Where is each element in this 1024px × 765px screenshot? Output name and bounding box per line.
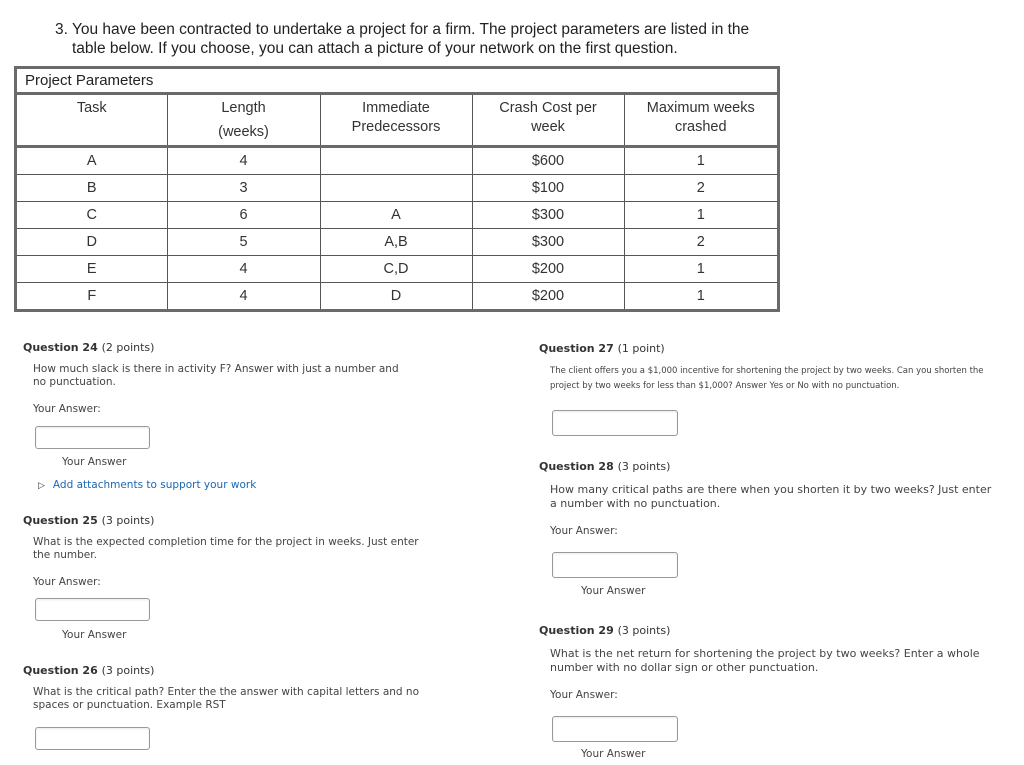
cell-task: C bbox=[17, 202, 167, 229]
question-24-answer-label: Your Answer: bbox=[33, 403, 101, 415]
question-24 bbox=[23, 341, 463, 415]
cell-task: D bbox=[17, 229, 167, 256]
question-25-text: What is the expected completion time for the project in weeks. Just enter the number. bbox=[33, 536, 419, 561]
cell-max-weeks: 2 bbox=[624, 175, 777, 202]
intro-line-2: table below. If you choose, you can attach a picture of your network on the first question. bbox=[72, 40, 678, 57]
cell-predecessors: D bbox=[320, 283, 472, 310]
question-29-answer-caption: Your Answer bbox=[581, 748, 646, 760]
table-row bbox=[17, 229, 777, 256]
question-27-heading: Question 27 (1 point) bbox=[539, 342, 665, 355]
question-28-answer-caption: Your Answer bbox=[581, 585, 646, 597]
question-28-text: How many critical paths are there when you shorten it by two weeks? Just enter a number with no punctuation. bbox=[550, 483, 992, 510]
question-25-answer-caption: Your Answer bbox=[62, 629, 127, 641]
table-row bbox=[17, 256, 777, 283]
question-28-answer-label: Your Answer: bbox=[550, 525, 618, 537]
add-attachments-link[interactable]: ▷ Add attachments to support your work bbox=[38, 479, 257, 491]
cell-task: B bbox=[17, 175, 167, 202]
table-row bbox=[17, 202, 777, 229]
question-26-heading: Question 26 (3 points) bbox=[23, 664, 155, 677]
question-27 bbox=[539, 342, 989, 394]
header-max-weeks: Maximum weeks crashed bbox=[624, 95, 777, 147]
cell-crash-cost: $600 bbox=[472, 147, 624, 175]
parameters-grid bbox=[17, 95, 777, 309]
intro-line-1: 3. You have been contracted to undertake a project for a firm. The project parameters are listed in the bbox=[55, 21, 750, 38]
cell-task: A bbox=[17, 147, 167, 175]
question-28-answer-input[interactable] bbox=[552, 552, 678, 578]
table-row bbox=[17, 175, 777, 202]
question-intro bbox=[55, 20, 815, 58]
cell-predecessors: C,D bbox=[320, 256, 472, 283]
question-24-answer-caption: Your Answer bbox=[62, 456, 127, 468]
question-26-answer-input[interactable] bbox=[35, 727, 150, 750]
cell-predecessors bbox=[320, 175, 472, 202]
cell-length: 4 bbox=[167, 283, 320, 310]
question-25-answer-label: Your Answer: bbox=[33, 576, 101, 588]
question-29-heading: Question 29 (3 points) bbox=[539, 624, 671, 637]
cell-max-weeks: 1 bbox=[624, 147, 777, 175]
question-24-heading: Question 24 (2 points) bbox=[23, 341, 155, 354]
cell-predecessors: A,B bbox=[320, 229, 472, 256]
cell-length: 3 bbox=[167, 175, 320, 202]
cell-length: 6 bbox=[167, 202, 320, 229]
question-25-answer-input[interactable] bbox=[35, 598, 150, 621]
cell-length: 5 bbox=[167, 229, 320, 256]
question-29 bbox=[539, 624, 999, 701]
cell-predecessors: A bbox=[320, 202, 472, 229]
header-crash-cost: Crash Cost per week bbox=[472, 95, 624, 147]
question-29-text: What is the net return for shortening the project by two weeks? Enter a whole number with no dollar sign or other punctuation. bbox=[550, 647, 980, 674]
question-29-answer-input[interactable] bbox=[552, 716, 678, 742]
table-row bbox=[17, 283, 777, 310]
cell-length: 4 bbox=[167, 147, 320, 175]
cell-predecessors bbox=[320, 147, 472, 175]
cell-length: 4 bbox=[167, 256, 320, 283]
cell-task: E bbox=[17, 256, 167, 283]
header-row bbox=[17, 95, 777, 147]
question-27-answer-input[interactable] bbox=[552, 410, 678, 436]
cell-max-weeks: 2 bbox=[624, 229, 777, 256]
question-28-heading: Question 28 (3 points) bbox=[539, 460, 671, 473]
question-28 bbox=[539, 460, 999, 537]
header-length: Length (weeks) bbox=[167, 95, 320, 147]
cell-crash-cost: $300 bbox=[472, 229, 624, 256]
question-24-answer-input[interactable] bbox=[35, 426, 150, 449]
question-26 bbox=[23, 664, 463, 712]
cell-crash-cost: $300 bbox=[472, 202, 624, 229]
header-task: Task bbox=[17, 95, 167, 147]
question-27-text: The client offers you a $1,000 incentive for shortening the project by two weeks. Can you shorten the project by two weeks for less than $1,000? Answer Yes or No with no punctuation. bbox=[550, 366, 984, 391]
question-29-answer-label: Your Answer: bbox=[550, 689, 618, 701]
question-24-text: How much slack is there in activity F? Answer with just a number and no punctuation. bbox=[33, 363, 399, 388]
question-25-heading: Question 25 (3 points) bbox=[23, 514, 155, 527]
question-25 bbox=[23, 514, 463, 588]
cell-crash-cost: $200 bbox=[472, 256, 624, 283]
table-title: Project Parameters bbox=[17, 69, 777, 95]
expand-triangle-icon: ▷ bbox=[38, 481, 45, 491]
project-parameters-table bbox=[14, 66, 780, 312]
question-26-text: What is the critical path? Enter the the answer with capital letters and no spaces or punctuation. Example RST bbox=[33, 686, 420, 711]
header-predecessors: Immediate Predecessors bbox=[320, 95, 472, 147]
cell-crash-cost: $100 bbox=[472, 175, 624, 202]
cell-crash-cost: $200 bbox=[472, 283, 624, 310]
cell-max-weeks: 1 bbox=[624, 202, 777, 229]
cell-max-weeks: 1 bbox=[624, 283, 777, 310]
cell-max-weeks: 1 bbox=[624, 256, 777, 283]
table-row bbox=[17, 147, 777, 175]
cell-task: F bbox=[17, 283, 167, 310]
